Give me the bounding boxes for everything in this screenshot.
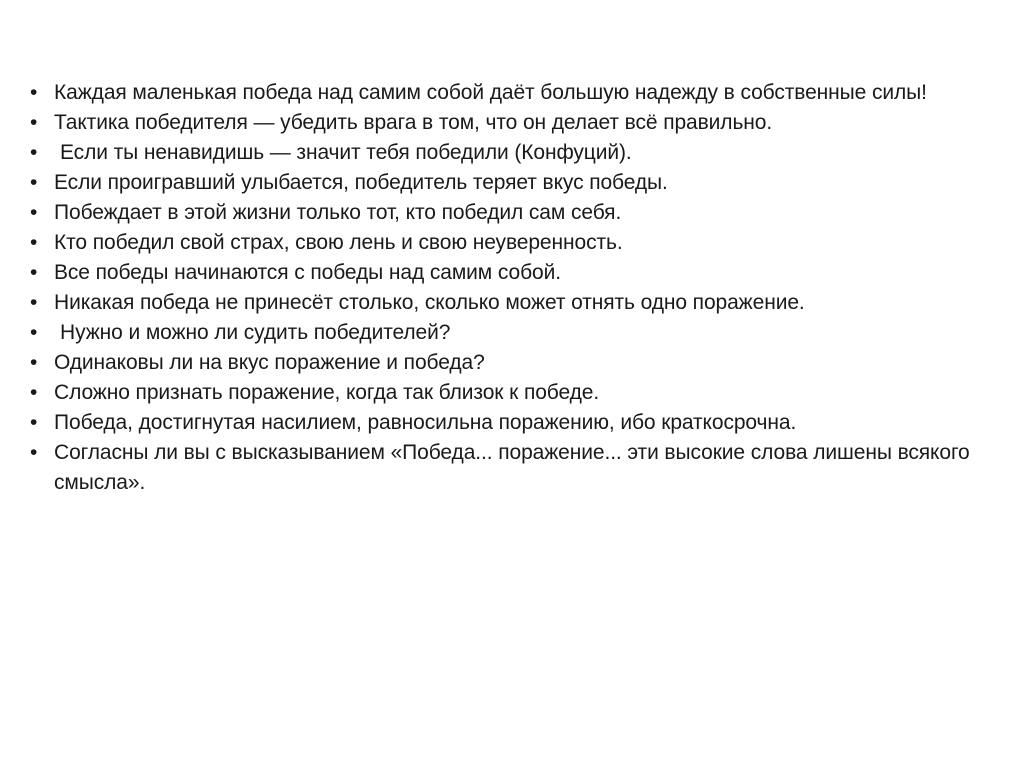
bullet-icon: • xyxy=(30,291,38,314)
list-item xyxy=(30,168,984,198)
list-item-text: Сложно признать поражение, когда так близок к победе. xyxy=(54,381,600,404)
bullet-icon: • xyxy=(30,321,38,344)
bullet-icon: • xyxy=(30,351,38,374)
list-item xyxy=(30,138,984,168)
list-item-text: Если проигравший улыбается, победитель теряет вкус победы. xyxy=(54,171,668,194)
list-item-text: Кто победил свой страх, свою лень и свою неуверенность. xyxy=(54,231,623,254)
list-item-text: Никакая победа не принесёт столько, сколько может отнять одно поражение. xyxy=(54,291,805,314)
list-item xyxy=(30,288,984,318)
list-item xyxy=(30,258,984,288)
list-item-text: Если ты ненавидишь — значит тебя победили (Конфуций). xyxy=(60,141,632,164)
list-item-text: Одинаковы ли на вкус поражение и победа? xyxy=(54,351,485,374)
bullet-icon: • xyxy=(30,231,38,254)
list-item xyxy=(30,228,984,258)
list-item xyxy=(30,78,984,108)
bullet-icon: • xyxy=(30,441,38,464)
list-item-text: Нужно и можно ли судить победителей? xyxy=(60,321,451,344)
bullet-icon: • xyxy=(30,201,38,224)
list-item xyxy=(30,198,984,228)
list-item-text: Каждая маленькая победа над самим собой даёт большую надежду в собственные силы! xyxy=(54,81,927,104)
list-item xyxy=(30,348,984,378)
bullet-icon: • xyxy=(30,411,38,434)
quote-list xyxy=(30,78,984,498)
bullet-icon: • xyxy=(30,141,38,164)
bullet-icon: • xyxy=(30,81,38,104)
list-item xyxy=(30,318,984,348)
list-item xyxy=(30,408,984,438)
list-item-text: Тактика победителя — убедить врага в том, что он делает всё правильно. xyxy=(54,111,773,134)
list-item-text: Согласны ли вы с высказыванием «Победа... поражение... эти высокие слова лишены всякого смысла». xyxy=(54,441,970,494)
list-item-text: Победа, достигнутая насилием, равносильна поражению, ибо краткосрочна. xyxy=(54,411,797,434)
list-item xyxy=(30,378,984,408)
list-item-text: Побеждает в этой жизни только тот, кто победил сам себя. xyxy=(54,201,622,224)
bullet-icon: • xyxy=(30,171,38,194)
list-item xyxy=(30,438,984,498)
bullet-icon: • xyxy=(30,381,38,404)
bullet-icon: • xyxy=(30,261,38,284)
list-item xyxy=(30,108,984,138)
list-item-text: Все победы начинаются с победы над самим собой. xyxy=(54,261,561,284)
bullet-icon: • xyxy=(30,111,38,134)
